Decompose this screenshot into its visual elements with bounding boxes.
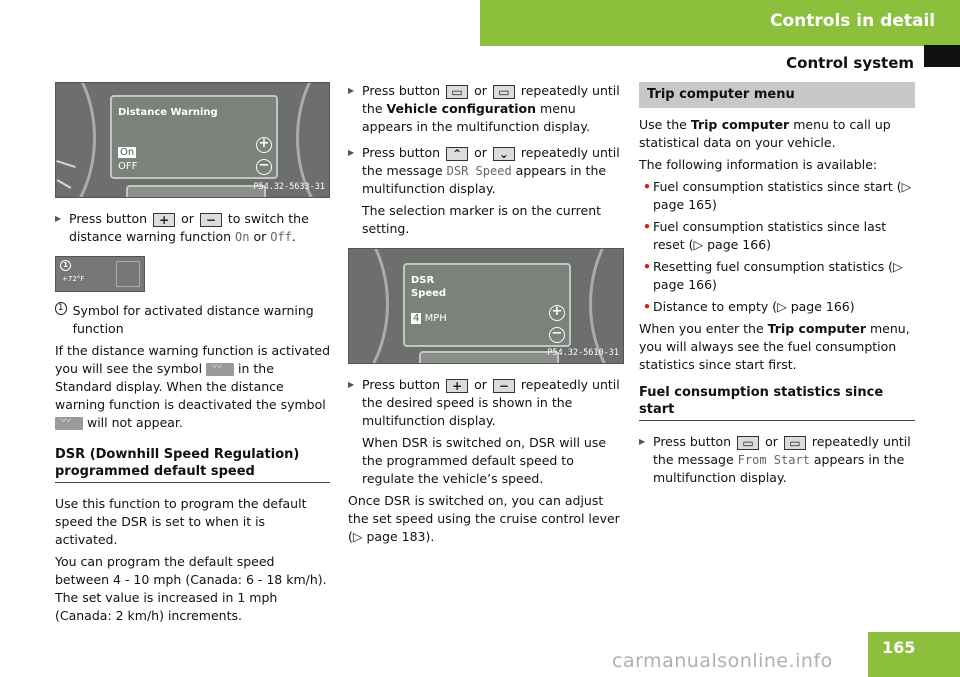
step-note: When DSR is switched on, DSR will use the programmed default speed to regulate the vehicle’s speed. — [362, 435, 607, 486]
body-paragraph: When you enter the Trip computer menu, you will always see the fuel consumption statistics since start first. — [639, 321, 910, 372]
minus-button-icon: − — [200, 213, 222, 227]
minus-button-icon: − — [493, 379, 515, 393]
display-lower-bar — [126, 185, 266, 198]
cluster-detail — [116, 261, 140, 287]
instruction-step: ▶ Press button + or − repeatedly until the desired speed is shown in the multifunction display. — [348, 376, 624, 430]
column-middle — [348, 82, 624, 550]
figure-code: P54.32-5633-31 — [253, 182, 325, 192]
display-speed-value: 4 MPH — [413, 313, 447, 324]
display-option-off: OFF — [118, 161, 138, 172]
gauge-arc-left — [348, 248, 389, 364]
minus-icon: − — [256, 159, 272, 175]
body-paragraph: If the distance warning function is activated you will see the symbol 〰 in the Standard display. When the distance warning function is deactivated the symbol 〰 will not appear. — [55, 342, 330, 432]
list-item: • Resetting fuel consumption statistics (▷ page 166) — [639, 258, 915, 294]
plus-button-icon: + — [153, 213, 175, 227]
body-paragraph: Once DSR is switched on, you can adjust the set speed using the cruise control lever (▷ page 183). — [348, 493, 620, 544]
instruction-step: ▶ Press button ▭ or ▭ repeatedly until the Vehicle configuration menu appears in the multifunction display. — [348, 82, 624, 136]
subsection-title: Control system — [786, 54, 914, 72]
callout-number: 1 — [55, 302, 67, 315]
section-header: Controls in detail — [480, 0, 960, 45]
callout-description: 1 Symbol for activated distance warning function — [55, 302, 330, 338]
header-tab-marker — [924, 45, 960, 67]
column-left — [55, 82, 330, 629]
display-option-on: On — [120, 147, 135, 158]
body-paragraph: You can program the default speed between 4 - 10 mph (Canada: 6 - 18 km/h). The set value is increased in 1 mph (Canada: 2 km/h) increments. — [55, 554, 327, 623]
shaded-heading: Trip computer menu — [639, 82, 915, 108]
instruction-step: ▶ Press button + or − to switch the distance warning function On or Off. — [55, 210, 330, 246]
body-paragraph: Use this function to program the default speed the DSR is set to when it is activated. — [55, 496, 307, 547]
body-paragraph: Use the Trip computer menu to call up statistical data on your vehicle. — [639, 117, 891, 150]
minus-icon: − — [549, 327, 565, 343]
multifunction-display — [110, 95, 278, 179]
display-lower-bar — [419, 351, 559, 364]
figure-code: P54.32-5610-31 — [547, 348, 619, 358]
column-right — [639, 82, 915, 491]
display-button-icon: ▭ — [737, 436, 759, 450]
distance-warning-icon — [55, 417, 83, 430]
list-item: • Fuel consumption statistics since start (▷ page 165) — [639, 178, 915, 214]
page-number: 165 — [868, 632, 960, 677]
header-divider — [480, 45, 960, 46]
display-title-line1: DSR — [411, 275, 435, 286]
instrument-cluster-figure — [55, 256, 145, 292]
plus-icon: + — [256, 137, 272, 153]
list-item: • Distance to empty (▷ page 166) — [639, 298, 915, 316]
watermark: carmanualsonline.info — [612, 650, 833, 672]
step-note: The selection marker is on the current setting. — [362, 203, 602, 236]
body-paragraph: The following information is available: — [639, 157, 878, 172]
list-item: • Fuel consumption statistics since last reset (▷ page 166) — [639, 218, 915, 254]
cluster-temp: +72°F — [62, 275, 85, 283]
display-button-icon: ▭ — [493, 85, 515, 99]
chevron-down-icon: ⌄ — [493, 147, 515, 161]
display-button-icon: ▭ — [446, 85, 468, 99]
callout-marker-icon: 1 — [60, 260, 71, 271]
dsr-speed-figure — [348, 248, 624, 364]
section-heading: Fuel consumption statistics since start — [639, 384, 915, 421]
instruction-step: ▶ Press button ⌃ or ⌄ repeatedly until the message DSR Speed appears in the multifunction display. — [348, 144, 624, 198]
chevron-up-icon: ⌃ — [446, 147, 468, 161]
display-title: Distance Warning — [118, 107, 218, 118]
distance-warning-figure — [55, 82, 330, 198]
multifunction-display — [403, 263, 571, 347]
display-button-icon: ▭ — [784, 436, 806, 450]
distance-warning-icon — [206, 363, 234, 376]
instruction-step: ▶ Press button ▭ or ▭ repeatedly until the message From Start appears in the multifunction display. — [639, 433, 915, 487]
section-heading: DSR (Downhill Speed Regulation) programmed default speed — [55, 446, 330, 483]
display-title-line2: Speed — [411, 288, 447, 299]
plus-button-icon: + — [446, 379, 468, 393]
plus-icon: + — [549, 305, 565, 321]
